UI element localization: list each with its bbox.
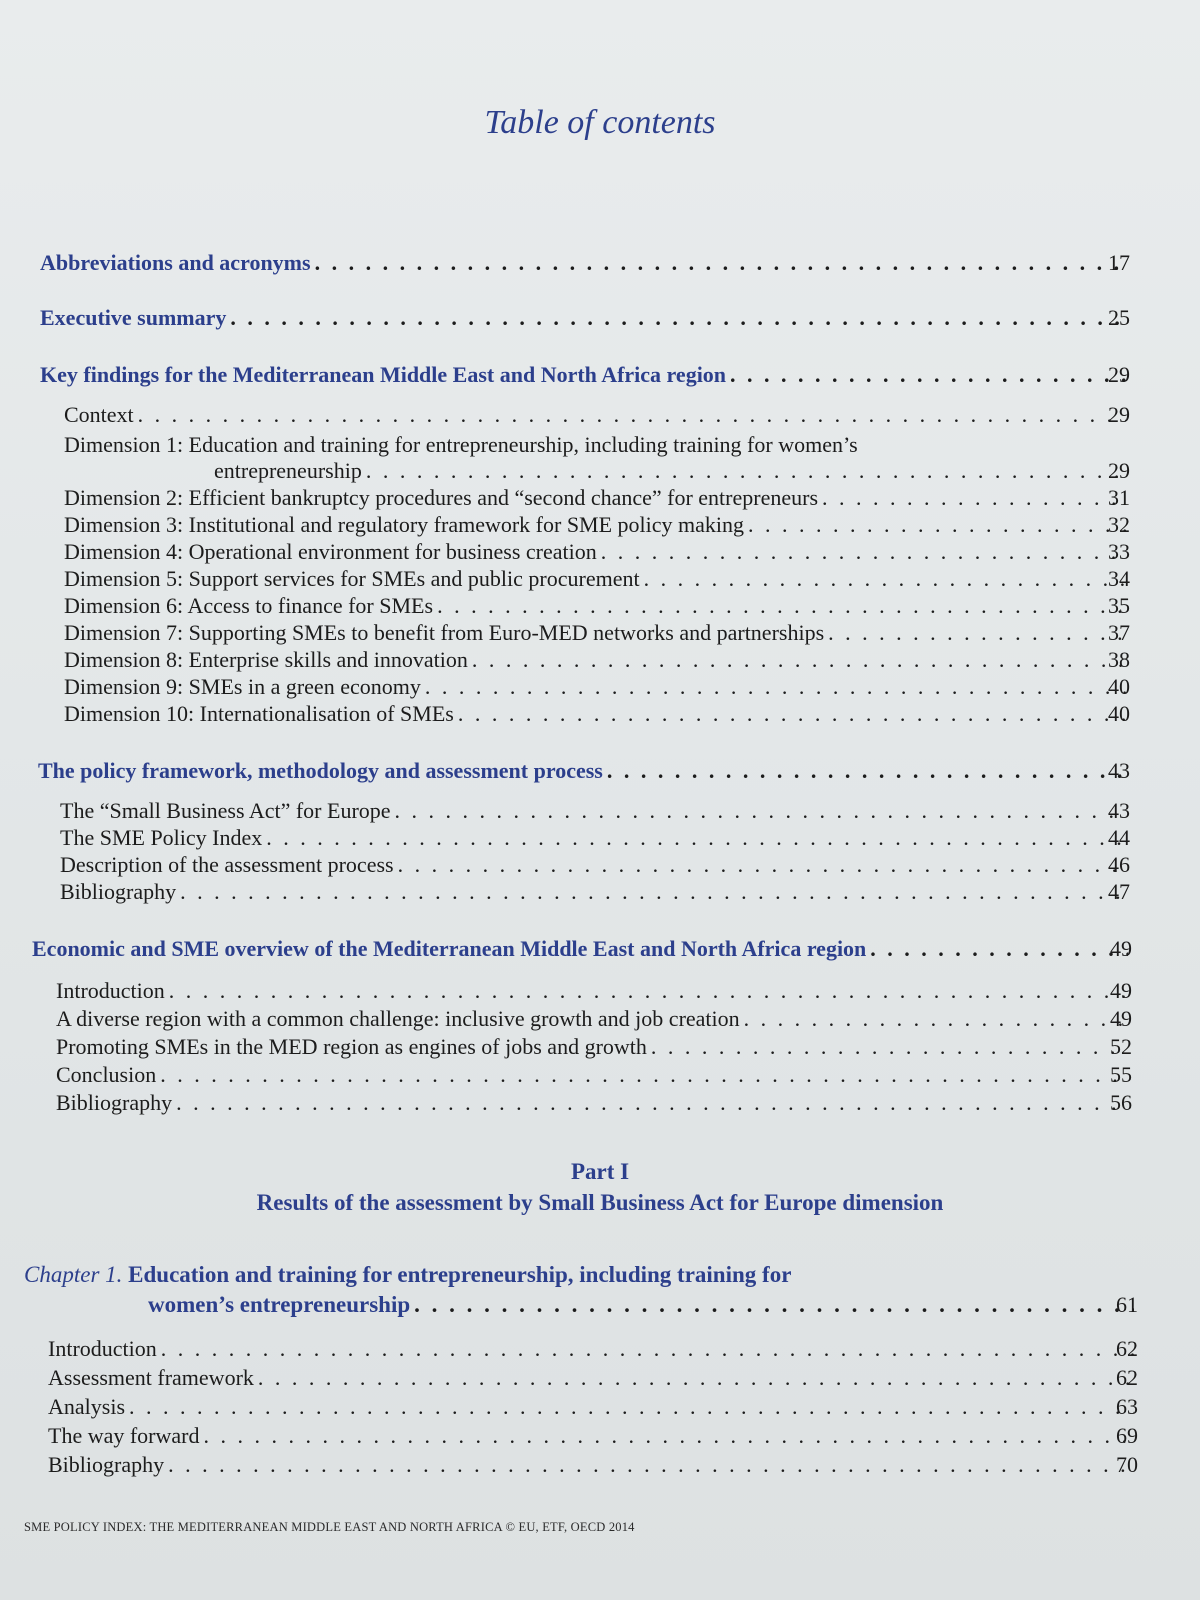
toc-entry-introduction-1[interactable] <box>56 978 1132 1004</box>
entry-label: Dimension 10: Internationalisation of SMEs <box>64 701 454 726</box>
entry-label: Promoting SMEs in the MED region as engines of jobs and growth <box>56 1034 647 1059</box>
toc-entry-dimension-9[interactable] <box>64 674 1130 700</box>
entry-label: Dimension 8: Enterprise skills and innovation <box>64 647 468 672</box>
entry-label: Bibliography <box>60 879 177 904</box>
entry-page: 29 <box>1108 458 1130 483</box>
toc-entry-dimension-6[interactable] <box>64 593 1130 619</box>
toc-entry-dimension-4[interactable] <box>64 539 1130 565</box>
toc-entry-diverse-region[interactable] <box>56 1006 1132 1032</box>
entry-page: 63 <box>1116 1394 1138 1419</box>
toc-entry-assessment-process[interactable] <box>60 852 1130 878</box>
toc-entry-bibliography-3[interactable] <box>48 1452 1138 1478</box>
part-heading: Part I <box>570 1159 630 1184</box>
toc-entry-small-business-act[interactable] <box>60 798 1130 824</box>
entry-label: Conclusion <box>56 1062 157 1087</box>
entry-page: 40 <box>1108 701 1130 726</box>
toc-entry-sme-policy-index[interactable] <box>60 825 1130 851</box>
entry-page: 31 <box>1108 485 1130 510</box>
entry-label: Bibliography <box>56 1090 173 1115</box>
entry-label: Economic and SME overview of the Mediterranean Middle East and North Africa region <box>32 936 867 961</box>
entry-page: 49 <box>1110 1006 1132 1031</box>
toc-entry-dimension-1-line1[interactable]: Dimension 1: Education and training for entrepreneurship, including training for women’s <box>64 432 858 457</box>
entry-label: Executive summary <box>40 305 227 330</box>
entry-label: Key findings for the Mediterranean Middle East and North Africa region <box>40 362 727 387</box>
entry-page: 43 <box>1108 798 1130 823</box>
part-subtitle: Results of the assessment by Small Business Act for Europe dimension <box>256 1190 944 1215</box>
entry-page: 35 <box>1108 593 1130 618</box>
entry-label: women’s entrepreneurship <box>148 1292 411 1317</box>
toc-entry-bibliography-1[interactable] <box>60 879 1130 905</box>
toc-entry-introduction-2[interactable] <box>48 1336 1138 1362</box>
entry-page: 43 <box>1108 758 1130 783</box>
toc-entry-dimension-2[interactable] <box>64 485 1130 511</box>
toc-entry-conclusion[interactable] <box>56 1062 1132 1088</box>
entry-page: 46 <box>1108 852 1130 877</box>
entry-page: 38 <box>1108 647 1130 672</box>
entry-page: 17 <box>1108 250 1130 275</box>
entry-page: 49 <box>1110 978 1132 1003</box>
toc-entry-context[interactable] <box>64 402 1130 428</box>
entry-page: 47 <box>1108 879 1130 904</box>
entry-label: The SME Policy Index <box>60 825 263 850</box>
entry-label: Dimension 9: SMEs in a green economy <box>64 674 421 699</box>
entry-page: 55 <box>1110 1062 1132 1087</box>
entry-label: Dimension 7: Supporting SMEs to benefit from Euro-MED networks and partnerships <box>64 620 825 645</box>
toc-entry-dimension-8[interactable] <box>64 647 1130 673</box>
entry-label: Description of the assessment process <box>60 852 394 877</box>
toc-entry-dimension-7[interactable] <box>64 620 1130 646</box>
entry-page: 29 <box>1108 402 1130 427</box>
toc-entry-economic-overview[interactable] <box>32 936 1132 962</box>
toc-entry-policy-framework[interactable] <box>38 758 1130 784</box>
toc-entry-executive-summary[interactable] <box>40 305 1130 331</box>
entry-label: Context <box>64 402 134 427</box>
toc-entry-bibliography-2[interactable] <box>56 1090 1132 1116</box>
entry-label: Analysis <box>48 1394 125 1419</box>
entry-page: 33 <box>1108 539 1130 564</box>
entry-label: Dimension 4: Operational environment for business creation <box>64 539 597 564</box>
entry-label: Assessment framework <box>48 1365 254 1390</box>
toc-entry-dimension-10[interactable] <box>64 701 1130 727</box>
toc-entry-dimension-5[interactable] <box>64 566 1130 592</box>
entry-page: 29 <box>1108 362 1130 387</box>
toc-entry-assessment-framework[interactable] <box>48 1365 1138 1391</box>
entry-label: Dimension 5: Support services for SMEs and public procurement <box>64 566 640 591</box>
entry-page: 62 <box>1116 1336 1138 1361</box>
page-footer: SME POLICY INDEX: THE MEDITERRANEAN MIDDLE EAST AND NORTH AFRICA © EU, ETF, OECD 2014 <box>24 1520 635 1534</box>
entry-label: Abbreviations and acronyms <box>40 250 311 275</box>
entry-page: 34 <box>1108 566 1130 591</box>
entry-label: Introduction <box>48 1336 157 1361</box>
entry-label: Bibliography <box>48 1452 165 1477</box>
toc-entry-analysis[interactable] <box>48 1394 1138 1420</box>
entry-page: 40 <box>1108 674 1130 699</box>
entry-page: 32 <box>1108 512 1130 537</box>
entry-label: entrepreneurship <box>214 458 362 483</box>
toc-entry-abbreviations[interactable] <box>40 250 1130 276</box>
entry-page: 52 <box>1110 1034 1132 1059</box>
toc-entry-dimension-1[interactable] <box>214 458 1130 484</box>
entry-page: 25 <box>1108 305 1130 330</box>
toc-entry-way-forward[interactable] <box>48 1423 1138 1449</box>
entry-page: 56 <box>1110 1090 1132 1115</box>
entry-page: 49 <box>1110 936 1132 961</box>
entry-page: 44 <box>1108 825 1130 850</box>
entry-page: 61 <box>1116 1292 1138 1317</box>
toc-entry-key-findings[interactable] <box>40 362 1130 388</box>
entry-page: 37 <box>1108 620 1130 645</box>
toc-entry-promoting-smes[interactable] <box>56 1034 1132 1060</box>
entry-label: The way forward <box>48 1423 200 1448</box>
chapter-title-line1: Education and training for entrepreneurship, including training for <box>128 1262 792 1287</box>
chapter-prefix: Chapter 1. <box>24 1262 123 1287</box>
entry-label: A diverse region with a common challenge: inclusive growth and job creation <box>56 1006 740 1031</box>
entry-label: Dimension 2: Efficient bankruptcy procedures and “second chance” for entrepreneurs <box>64 485 819 510</box>
entry-page: 62 <box>1116 1365 1138 1390</box>
toc-entry-dimension-3[interactable] <box>64 512 1130 538</box>
entry-page: 69 <box>1116 1423 1138 1448</box>
chapter-1-line1[interactable] <box>24 1262 791 1288</box>
entry-label: The “Small Business Act” for Europe <box>60 798 391 823</box>
entry-label: Dimension 6: Access to finance for SMEs <box>64 593 434 618</box>
toc-entry-chapter-1[interactable] <box>148 1292 1138 1318</box>
entry-page: 70 <box>1116 1452 1138 1477</box>
entry-label: Dimension 3: Institutional and regulatory framework for SME policy making <box>64 512 745 537</box>
entry-label: The policy framework, methodology and assessment process <box>38 758 603 783</box>
entry-label: Introduction <box>56 978 165 1003</box>
page-title: Table of contents <box>484 104 716 141</box>
